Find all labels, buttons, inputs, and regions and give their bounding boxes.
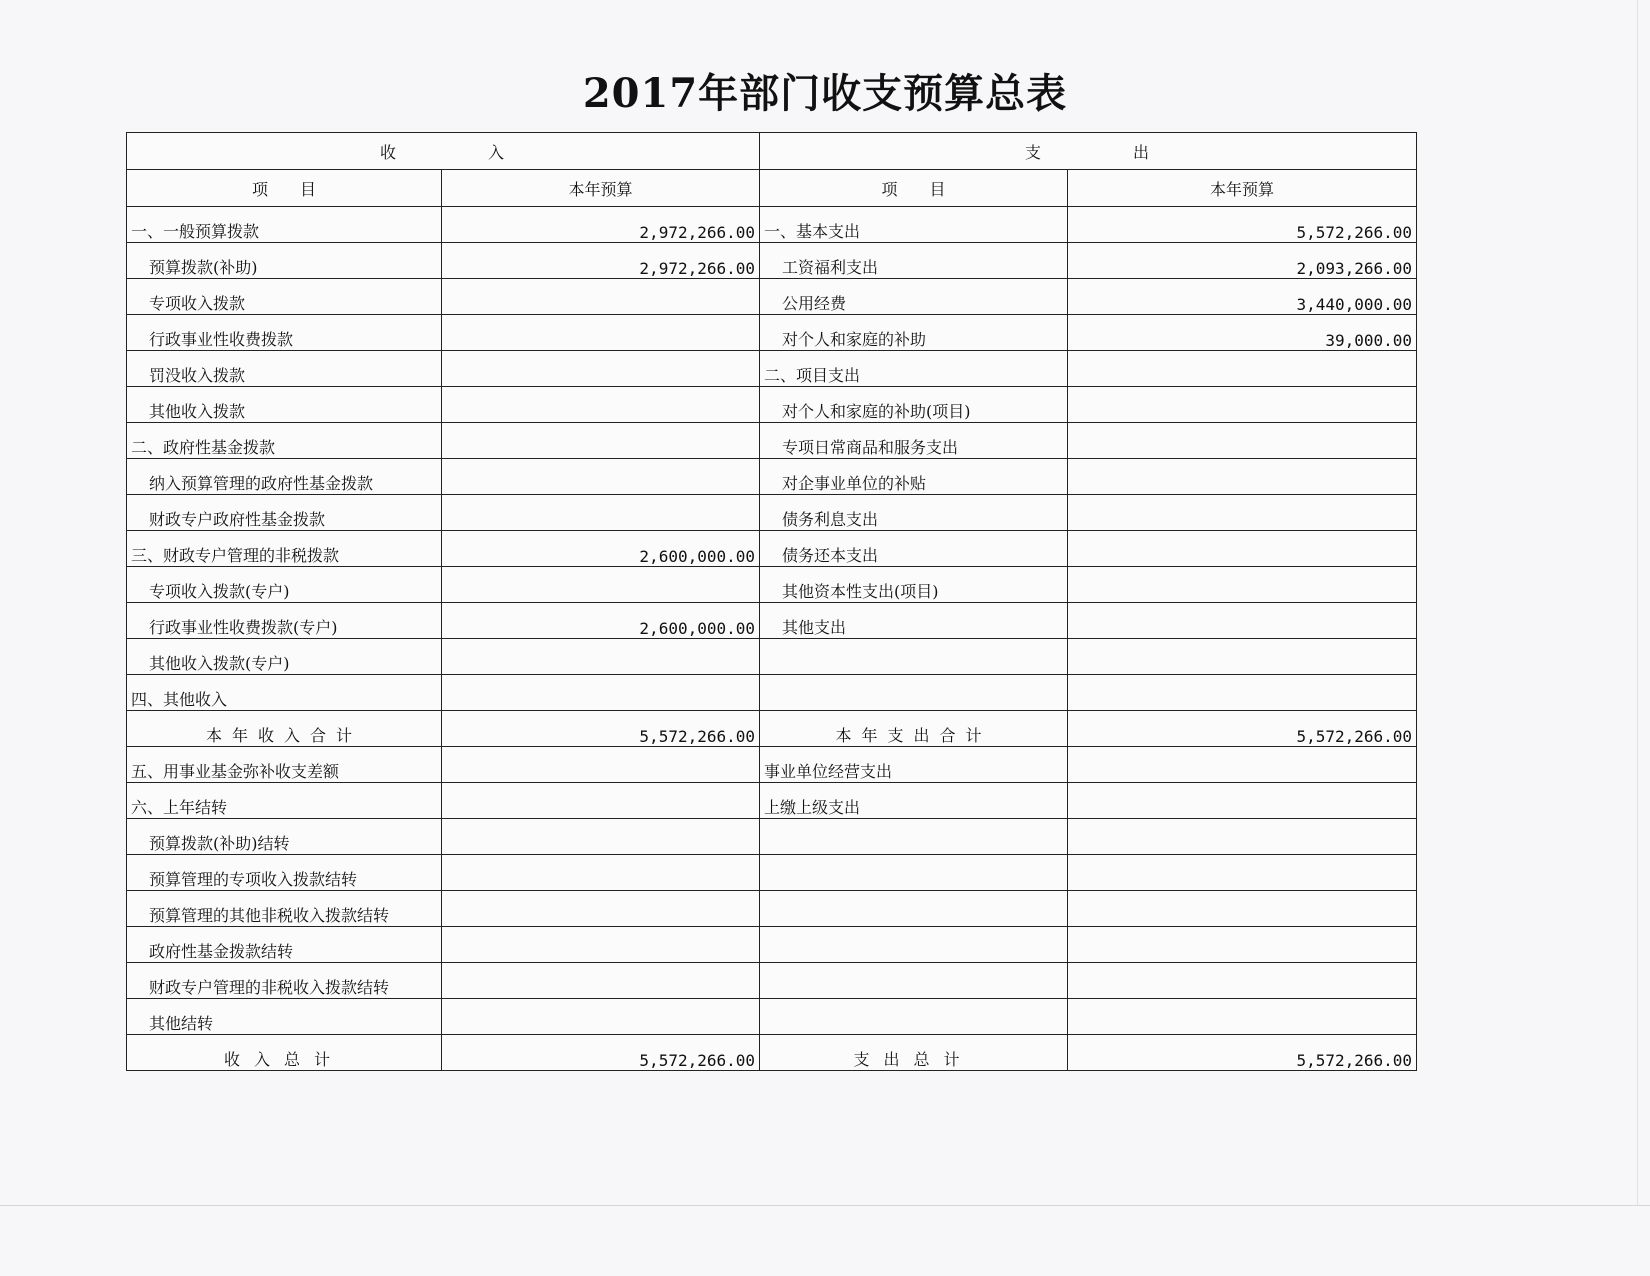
expense-item-column-header: 项 目 <box>760 170 1068 207</box>
income-amount-cell <box>442 423 760 459</box>
expense-item-cell: 对个人和家庭的补助(项目) <box>760 387 1068 423</box>
expense-amount-cell <box>1068 999 1417 1035</box>
budget-row <box>127 963 1417 999</box>
income-item-cell: 罚没收入拨款 <box>127 351 442 387</box>
budget-table-body <box>127 133 1417 1071</box>
income-amount-cell: 2,972,266.00 <box>442 243 760 279</box>
budget-row <box>127 819 1417 855</box>
income-item-cell: 预算管理的专项收入拨款结转 <box>127 855 442 891</box>
budget-row <box>127 855 1417 891</box>
expense-amount-cell <box>1068 603 1417 639</box>
income-item-cell: 其他结转 <box>127 999 442 1035</box>
income-item-cell: 行政事业性收费拨款 <box>127 315 442 351</box>
budget-row <box>127 459 1417 495</box>
budget-row <box>127 747 1417 783</box>
income-item-cell: 预算拨款(补助)结转 <box>127 819 442 855</box>
expense-amount-cell <box>1068 927 1417 963</box>
expense-total-amount: 5,572,266.00 <box>1068 711 1417 747</box>
budget-row <box>127 423 1417 459</box>
income-item-cell: 预算管理的其他非税收入拨款结转 <box>127 891 442 927</box>
scan-page-edge <box>0 1205 1650 1206</box>
income-item-cell: 其他收入拨款(专户) <box>127 639 442 675</box>
expense-item-cell: 专项日常商品和服务支出 <box>760 423 1068 459</box>
budget-row <box>127 675 1417 711</box>
income-amount-cell <box>442 855 760 891</box>
budget-row <box>127 387 1417 423</box>
income-amount-cell <box>442 351 760 387</box>
expense-total-label: 本年支出合计 <box>760 711 1068 747</box>
expense-amount-cell <box>1068 351 1417 387</box>
scan-page-right-edge <box>1637 0 1638 1205</box>
expense-item-cell: 其他支出 <box>760 603 1068 639</box>
income-item-cell: 财政专户管理的非税收入拨款结转 <box>127 963 442 999</box>
budget-row <box>127 927 1417 963</box>
income-item-cell: 纳入预算管理的政府性基金拨款 <box>127 459 442 495</box>
budget-row <box>127 639 1417 675</box>
budget-row <box>127 891 1417 927</box>
income-amount-cell <box>442 999 760 1035</box>
page-title: 2017年部门收支预算总表 <box>582 70 1068 117</box>
income-total-amount: 5,572,266.00 <box>442 1035 760 1071</box>
income-amount-cell <box>442 567 760 603</box>
expense-section-header: 支 出 <box>760 133 1417 170</box>
expense-amount-cell <box>1068 531 1417 567</box>
expense-total-label: 支出总计 <box>760 1035 1068 1071</box>
income-total-label: 收入总计 <box>127 1035 442 1071</box>
income-item-column-header: 项 目 <box>127 170 442 207</box>
budget-row <box>127 603 1417 639</box>
income-item-cell: 一、一般预算拨款 <box>127 207 442 243</box>
expense-amount-cell <box>1068 459 1417 495</box>
expense-item-cell <box>760 963 1068 999</box>
income-item-cell: 三、财政专户管理的非税拨款 <box>127 531 442 567</box>
expense-amount-cell <box>1068 567 1417 603</box>
income-amount-cell <box>442 747 760 783</box>
income-amount-cell <box>442 783 760 819</box>
expense-item-cell <box>760 999 1068 1035</box>
budget-row <box>127 999 1417 1035</box>
income-amount-cell: 2,972,266.00 <box>442 207 760 243</box>
expense-item-cell: 上缴上级支出 <box>760 783 1068 819</box>
budget-row <box>127 495 1417 531</box>
budget-row <box>127 567 1417 603</box>
expense-amount-cell: 2,093,266.00 <box>1068 243 1417 279</box>
expense-item-cell: 事业单位经营支出 <box>760 747 1068 783</box>
income-amount-cell <box>442 891 760 927</box>
income-amount-cell <box>442 927 760 963</box>
expense-amount-cell <box>1068 891 1417 927</box>
grand-total-row <box>127 1035 1417 1071</box>
budget-row <box>127 783 1417 819</box>
expense-amount-cell <box>1068 387 1417 423</box>
expense-item-cell <box>760 819 1068 855</box>
expense-amount-cell <box>1068 639 1417 675</box>
expense-item-cell: 一、基本支出 <box>760 207 1068 243</box>
expense-total-amount: 5,572,266.00 <box>1068 1035 1417 1071</box>
expense-item-cell: 其他资本性支出(项目) <box>760 567 1068 603</box>
income-item-cell: 政府性基金拨款结转 <box>127 927 442 963</box>
annual-total-row <box>127 711 1417 747</box>
income-item-cell: 预算拨款(补助) <box>127 243 442 279</box>
expense-item-cell <box>760 675 1068 711</box>
expense-amount-cell: 39,000.00 <box>1068 315 1417 351</box>
income-amount-cell <box>442 459 760 495</box>
budget-row <box>127 279 1417 315</box>
expense-item-cell: 二、项目支出 <box>760 351 1068 387</box>
income-amount-cell <box>442 819 760 855</box>
income-amount-cell <box>442 963 760 999</box>
expense-item-cell <box>760 639 1068 675</box>
section-header-row <box>127 133 1417 170</box>
income-item-cell: 五、用事业基金弥补收支差额 <box>127 747 442 783</box>
income-item-cell: 二、政府性基金拨款 <box>127 423 442 459</box>
income-amount-cell <box>442 495 760 531</box>
income-item-cell: 财政专户政府性基金拨款 <box>127 495 442 531</box>
income-item-cell: 四、其他收入 <box>127 675 442 711</box>
budget-summary-table <box>126 132 1417 1071</box>
expense-item-cell: 公用经费 <box>760 279 1068 315</box>
expense-item-cell: 对企事业单位的补贴 <box>760 459 1068 495</box>
income-total-label: 本年收入合计 <box>127 711 442 747</box>
expense-budget-column-header: 本年预算 <box>1068 170 1417 207</box>
expense-amount-cell <box>1068 747 1417 783</box>
income-amount-cell: 2,600,000.00 <box>442 531 760 567</box>
income-item-cell: 六、上年结转 <box>127 783 442 819</box>
expense-amount-cell <box>1068 423 1417 459</box>
expense-amount-cell: 3,440,000.00 <box>1068 279 1417 315</box>
income-amount-cell <box>442 279 760 315</box>
expense-amount-cell <box>1068 495 1417 531</box>
budget-row <box>127 531 1417 567</box>
budget-row <box>127 243 1417 279</box>
budget-row <box>127 315 1417 351</box>
income-amount-cell: 2,600,000.00 <box>442 603 760 639</box>
income-total-amount: 5,572,266.00 <box>442 711 760 747</box>
expense-amount-cell <box>1068 783 1417 819</box>
expense-item-cell <box>760 855 1068 891</box>
expense-item-cell: 债务利息支出 <box>760 495 1068 531</box>
income-section-header: 收 入 <box>127 133 760 170</box>
expense-amount-cell <box>1068 855 1417 891</box>
expense-amount-cell <box>1068 675 1417 711</box>
expense-amount-cell: 5,572,266.00 <box>1068 207 1417 243</box>
expense-item-cell <box>760 891 1068 927</box>
income-item-cell: 专项收入拨款(专户) <box>127 567 442 603</box>
income-amount-cell <box>442 639 760 675</box>
expense-item-cell: 对个人和家庭的补助 <box>760 315 1068 351</box>
expense-item-cell: 工资福利支出 <box>760 243 1068 279</box>
income-amount-cell <box>442 675 760 711</box>
budget-row <box>127 351 1417 387</box>
income-item-cell: 专项收入拨款 <box>127 279 442 315</box>
expense-amount-cell <box>1068 819 1417 855</box>
income-item-cell: 行政事业性收费拨款(专户) <box>127 603 442 639</box>
expense-amount-cell <box>1068 963 1417 999</box>
expense-item-cell: 债务还本支出 <box>760 531 1068 567</box>
income-budget-column-header: 本年预算 <box>442 170 760 207</box>
budget-row <box>127 207 1417 243</box>
income-amount-cell <box>442 387 760 423</box>
income-item-cell: 其他收入拨款 <box>127 387 442 423</box>
column-header-row <box>127 170 1417 207</box>
income-amount-cell <box>442 315 760 351</box>
expense-item-cell <box>760 927 1068 963</box>
